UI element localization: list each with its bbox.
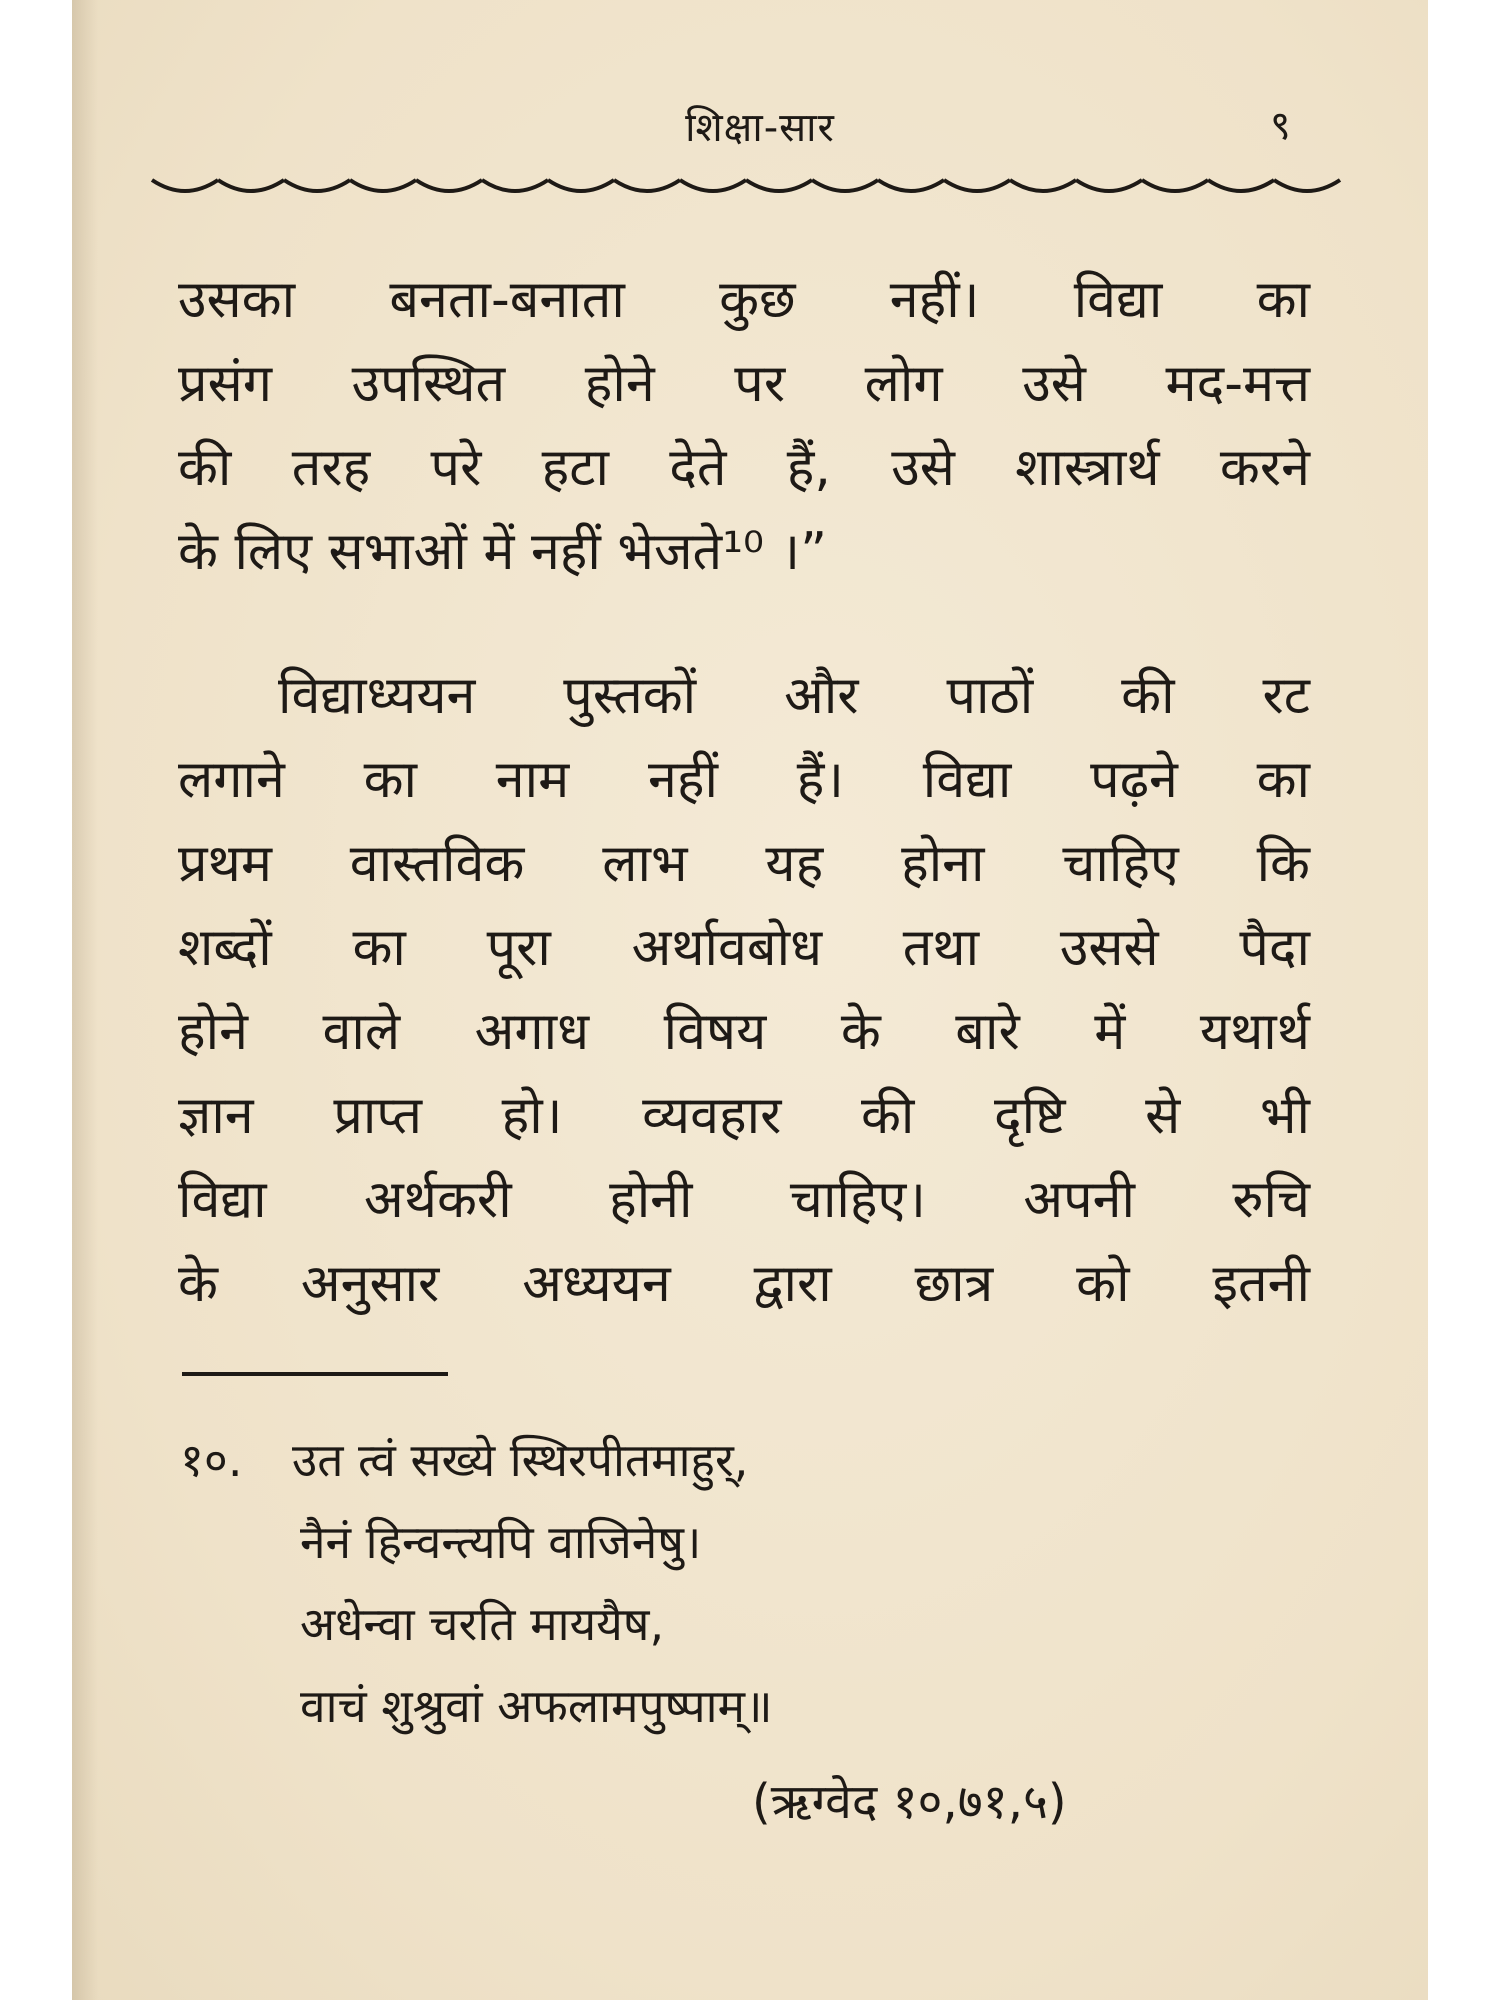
paragraph-1-line-3: की तरह परे हटा देते हैं, उसे शास्त्रार्थ करने bbox=[178, 438, 1310, 498]
paragraph-2-line-3: प्रथम वास्तविक लाभ यह होना चाहिए कि bbox=[178, 834, 1310, 894]
footnote-verse-line-1: उत त्वं सख्ये स्थिरपीतमाहुर्, bbox=[292, 1433, 749, 1487]
footnote-number: १०. bbox=[180, 1433, 243, 1487]
paragraph-2-line-5: होने वाले अगाध विषय के बारे में यथार्थ bbox=[178, 1002, 1310, 1062]
paragraph-1-line-1: उसका बनता-बनाता कुछ नहीं। विद्या का bbox=[178, 270, 1310, 330]
paragraph-2-line-1: विद्याध्ययन पुस्तकों और पाठों की रट bbox=[278, 666, 1310, 726]
footnote-separator-rule bbox=[182, 1372, 448, 1376]
page-number: ९ bbox=[1270, 103, 1291, 149]
footnote-verse-line-3: अधेन्वा चरति माययैष, bbox=[300, 1597, 665, 1651]
footnote-citation: (ऋग्वेद १०,७१,५) bbox=[752, 1774, 1067, 1830]
paragraph-2-line-7: विद्या अर्थकरी होनी चाहिए। अपनी रुचि bbox=[178, 1170, 1310, 1230]
paragraph-2-line-8: के अनुसार अध्ययन द्वारा छात्र को इतनी bbox=[178, 1254, 1310, 1314]
paragraph-2-line-6: ज्ञान प्राप्त हो। व्यवहार की दृष्टि से भी bbox=[178, 1086, 1310, 1146]
running-head-title: शिक्षा-सार bbox=[685, 105, 835, 151]
footnote-verse-line-2: नैनं हिन्वन्त्यपि वाजिनेषु। bbox=[300, 1515, 702, 1569]
paragraph-1-line-4: के लिए सभाओं में नहीं भेजते¹⁰ ।” bbox=[178, 522, 828, 582]
scalloped-divider-ornament bbox=[148, 168, 1348, 208]
paragraph-2-line-4: शब्दों का पूरा अर्थावबोध तथा उससे पैदा bbox=[178, 918, 1310, 978]
footnote-verse-line-4: वाचं शुश्रुवां अफलामपुष्पाम्॥ bbox=[300, 1679, 773, 1733]
paragraph-1-line-2: प्रसंग उपस्थित होने पर लोग उसे मद-मत्त bbox=[178, 354, 1310, 414]
paragraph-2-line-2: लगाने का नाम नहीं हैं। विद्या पढ़ने का bbox=[178, 750, 1310, 810]
page-gutter-shadow bbox=[72, 0, 98, 2000]
